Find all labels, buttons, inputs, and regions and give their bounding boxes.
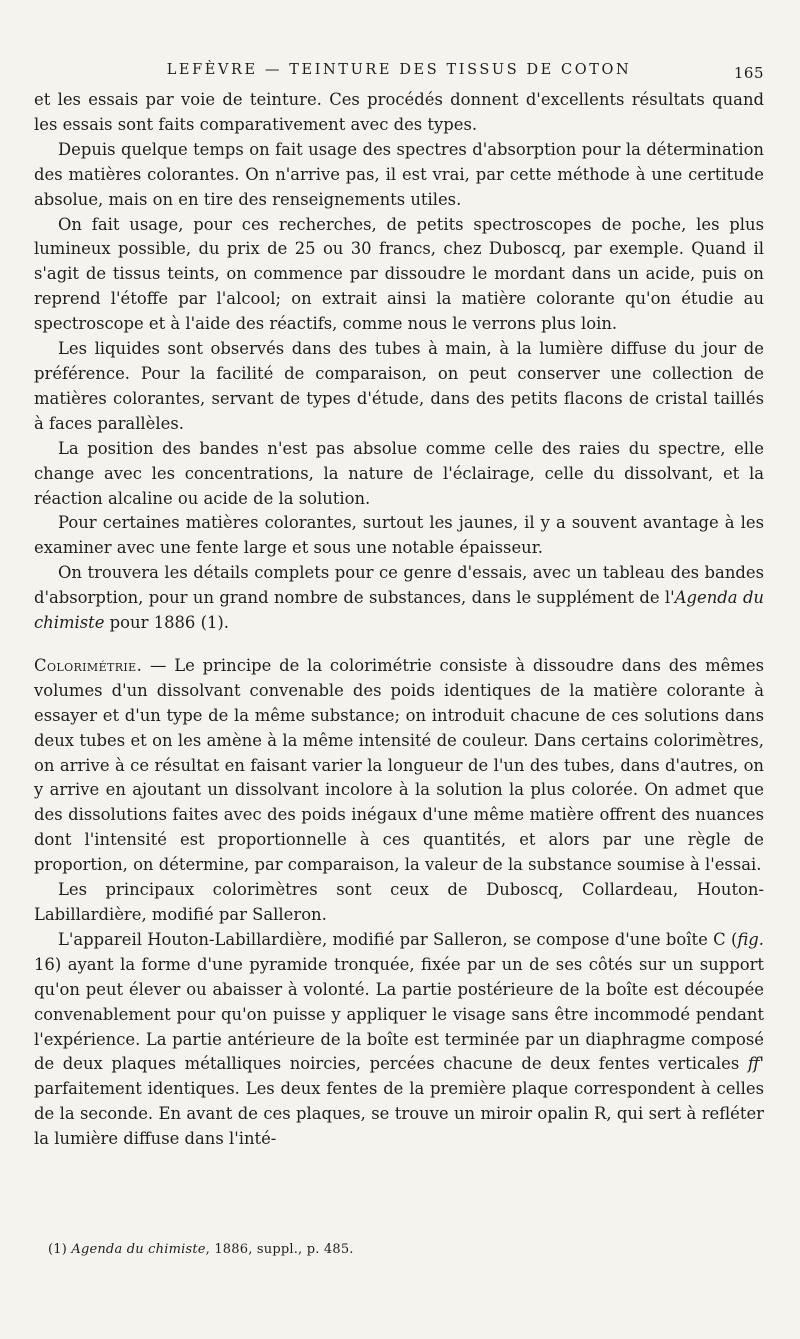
agenda-text-before: On trouvera les détails complets pour ce genre d'essais, avec un tableau des bandes d'absorption, pour un grand nombre de substances, dans le supplément de l' [34,563,764,608]
agenda-text-after: pour 1886 (1). [104,613,229,633]
appareil-text-3: parfaitement identiques. Les deux fentes de la première plaque correspondent à celles de la seconde. En avant de ces plaques, se trouve un miroir opalin R, qui sert à refléter la lumière diffuse dans l'inté- [34,1079,764,1149]
paragraph-6: Pour certaines matières colorantes, surtout les jaunes, il y a souvent avantage à les examiner avec une fente large et sous une notable épaisseur. [34,513,764,558]
footnote-rest: , 1886, suppl., p. 485. [205,1242,354,1257]
appareil-text-2: 16) ayant la forme d'une pyramide tronquée, fixée par un de ses côtés sur un support qu'on peut élever ou abaisser à volonté. La partie postérieure de la boîte est découpée convenablement pour qu'on puisse y appliquer le visage sans être incommodé pendant l'expérience. La partie antérieure de la boîte est terminée par un diaphragme composé de deux plaques métalliques noircies, percées chacune de deux fentes verticales [34,954,764,1074]
agenda-title: Agenda du chimiste [34,588,764,633]
footnote-title: Agenda du chimiste [71,1242,206,1257]
colorimetrie-text: — Le principe de la colorimétrie consiste à dissoudre dans des mêmes volumes d'un dissolvant convenable des poids identiques de la matière colorante à essayer et d'un type de la même substance; on introduit chacune de ces solutions dans deux tubes et on les amène à la même intensité de couleur. Dans certains colorimètres, on arrive à ce résultat en faisant varier la longueur de l'un des tubes, dans d'autres, on y arrive en ajoutant un dissolvant incolore à la solution la plus colorée. On admet que des dissolutions faites avec des poids inégaux d'une même matière offrent des nuances dont l'intensité est proportionnelle à ces quantités, et alors par une règle de proportion, on détermine, par comparaison, la valeur de la substance soumise à l'essai. [34,655,764,875]
footnote-mark: (1) [48,1242,72,1257]
running-header [34,56,764,84]
slits-label: ff' [747,1054,764,1074]
section-spacer [34,636,764,654]
paragraph-agenda [34,561,764,636]
paragraph-colorimetrie [34,654,764,878]
page-number: 165 [733,64,764,82]
paragraph-3: On fait usage, pour ces recherches, de petits spectroscopes de poche, les plus lumineux possible, du prix de 25 ou 30 francs, chez Duboscq, par exemple. Quand il s'agit de tissus teints, on commence par dissoudre le mordant dans un acide, puis on reprend l'étoffe par l'alcool; on extrait ainsi la matière colorante qu'on étudie au spectroscope et à l'aide des réactifs, comme nous le verrons plus loin. [34,214,764,334]
appareil-text-1: L'appareil Houton-Labillardière, modifié par Salleron, se compose d'une boîte C ( [58,929,738,949]
footnote [48,1242,354,1257]
paragraph-2: Depuis quelque temps on fait usage des spectres d'absorption pour la détermination des matières colorantes. On n'arrive pas, il est vrai, par cette méthode à une certitude absolue, mais on en tire des renseignements utiles. [34,139,764,209]
section-heading-colorimetrie: Colorimétrie. [34,655,143,675]
paragraph-1: et les essais par voie de teinture. Ces procédés donnent d'excellents résultats quand les essais sont faits comparativement avec des types. [34,90,764,134]
paragraph-appareil [34,928,764,1152]
running-title: LEFÈVRE — TEINTURE DES TISSUS DE COTON [166,62,632,78]
paragraph-principaux: Les principaux colorimètres sont ceux de Duboscq, Collardeau, Houton-Labillardière, modifié par Salleron. [34,880,764,924]
paragraph-4: Les liquides sont observés dans des tubes à main, à la lumière diffuse du jour de préférence. Pour la facilité de comparaison, on peut conserver une collection de matières colorantes, servant de types d'étude, dans des petits flacons de cristal taillés à faces parallèles. [34,339,764,433]
fig-reference: fig. [737,929,764,949]
main-text [34,88,764,1152]
paragraph-5: La position des bandes n'est pas absolue comme celle des raies du spectre, elle change avec les concentrations, la nature de l'éclairage, celle du dissolvant, et la réaction alcaline ou acide de la solution. [34,438,764,508]
